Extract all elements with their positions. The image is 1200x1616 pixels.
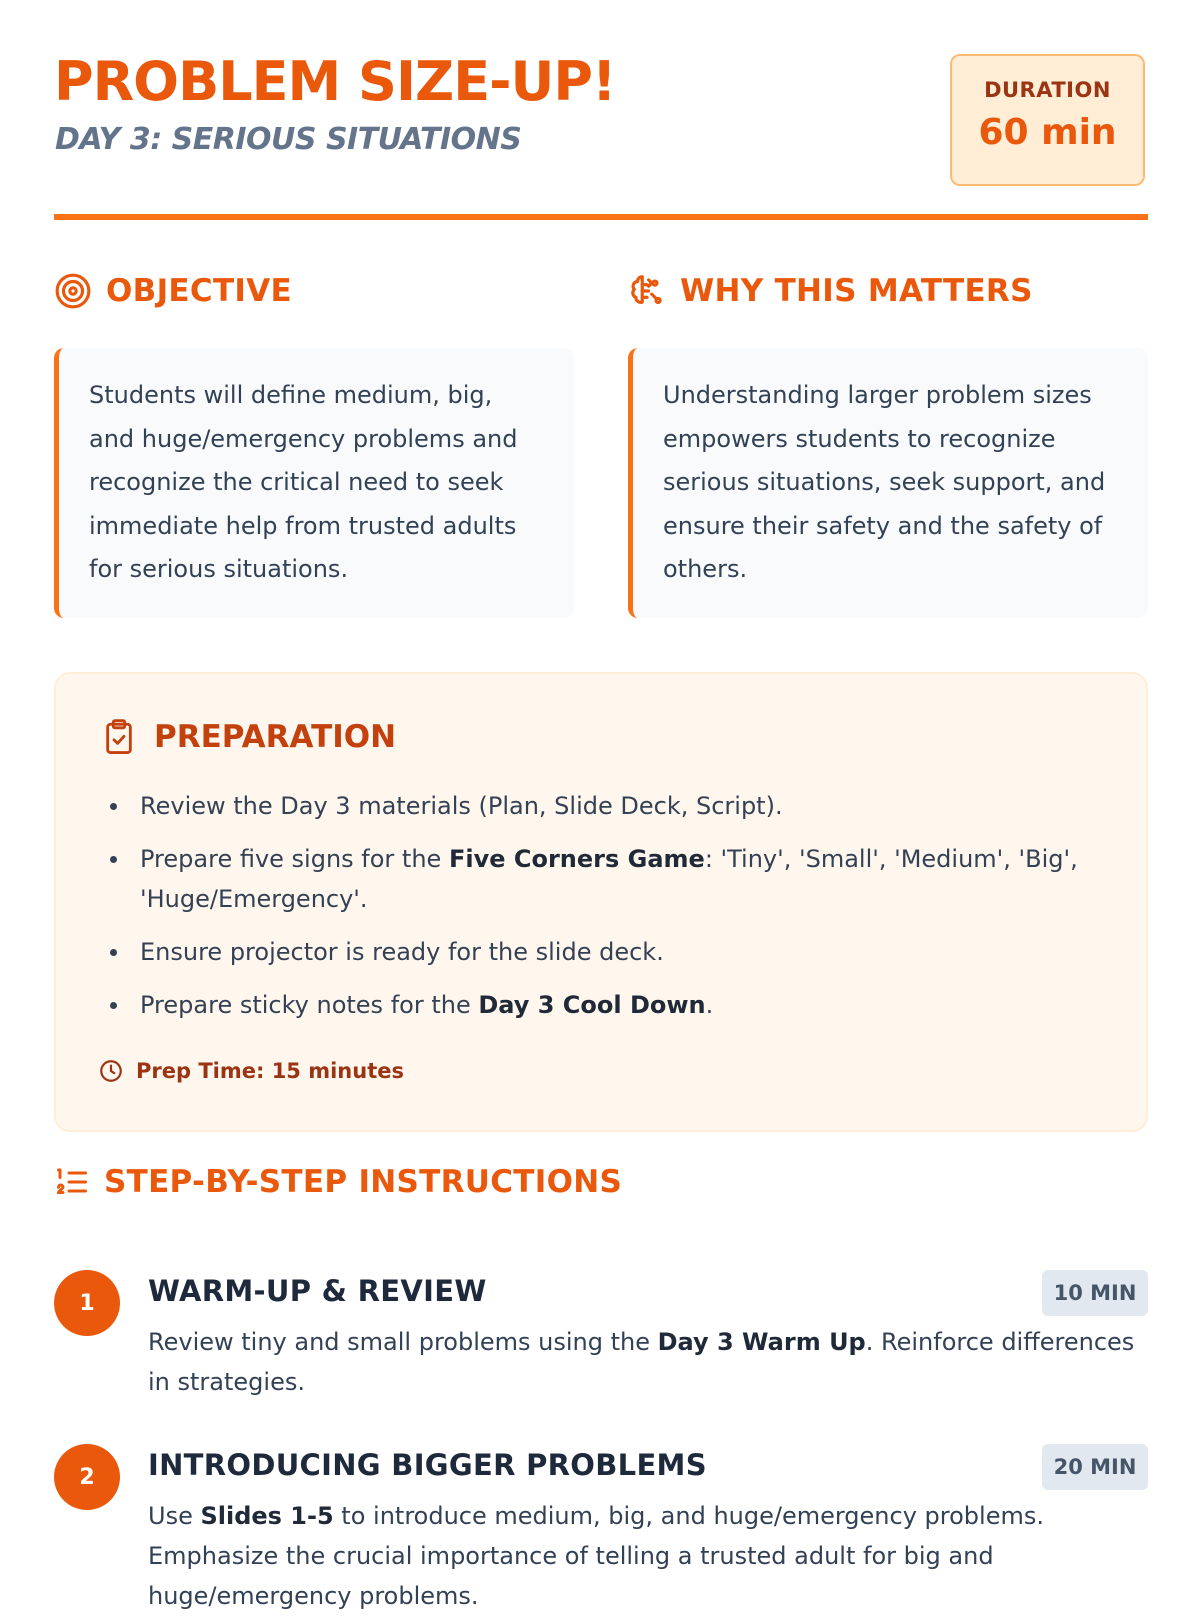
preparation-item: Prepare five signs for the Five Corners Game: 'Tiny', 'Small', 'Medium', 'Big', 'Huge/Emergency'. <box>140 839 1200 919</box>
why-text: Understanding larger problem sizes empowers students to recognize serious situations, seek support, and ensure their safety and the safety of others. <box>663 381 1106 583</box>
preparation-item: Review the Day 3 materials (Plan, Slide Deck, Script). <box>140 786 1200 826</box>
prep-time-text: Prep Time: 15 minutes <box>136 1059 404 1083</box>
numbered-list-icon <box>54 1164 90 1200</box>
objective-heading <box>54 272 292 310</box>
preparation-item: Ensure projector is ready for the slide deck. <box>140 932 1200 972</box>
step-title: WARM-UP & REVIEW <box>148 1274 487 1308</box>
step-description: Use Slides 1-5 to introduce medium, big, and huge/emergency problems. Emphasize the crucial importance of telling a trusted adult for big and huge/emergency problems. <box>148 1502 1044 1610</box>
target-icon <box>54 272 92 310</box>
preparation-panel <box>54 672 1148 1132</box>
why-heading-text: WHY THIS MATTERS <box>680 273 1033 309</box>
step-number: 1 <box>54 1270 120 1336</box>
preparation-list <box>56 786 1200 1038</box>
page-title: PROBLEM SIZE-UP! <box>54 50 616 113</box>
page-subtitle: DAY 3: SERIOUS SITUATIONS <box>55 122 522 157</box>
prep-time <box>98 1058 404 1084</box>
duration-value: 60 min <box>978 112 1117 153</box>
preparation-heading-text: PREPARATION <box>154 719 397 755</box>
why-card <box>628 348 1148 618</box>
clock-icon <box>98 1058 124 1084</box>
step-number: 2 <box>54 1444 120 1510</box>
objective-card <box>54 348 574 618</box>
step-duration-badge: 20 MIN <box>1042 1444 1148 1490</box>
instructions-heading-text: STEP-BY-STEP INSTRUCTIONS <box>104 1164 623 1200</box>
step-duration-badge: 10 MIN <box>1042 1270 1148 1316</box>
step-description: Review tiny and small problems using the Day 3 Warm Up. Reinforce differences in strategies. <box>148 1328 1135 1396</box>
why-heading <box>628 272 1033 310</box>
header-divider <box>54 214 1148 220</box>
preparation-heading <box>102 718 396 756</box>
step-title: INTRODUCING BIGGER PROBLEMS <box>148 1448 707 1482</box>
brain-icon <box>628 272 666 310</box>
duration-badge <box>950 54 1145 186</box>
duration-label: DURATION <box>984 78 1111 102</box>
instructions-heading <box>54 1164 622 1200</box>
preparation-item: Prepare sticky notes for the Day 3 Cool Down. <box>140 985 1200 1025</box>
clipboard-check-icon <box>102 718 136 756</box>
objective-heading-text: OBJECTIVE <box>106 273 292 309</box>
objective-text: Students will define medium, big, and huge/emergency problems and recognize the critical need to seek immediate help from trusted adults for serious situations. <box>89 381 518 583</box>
